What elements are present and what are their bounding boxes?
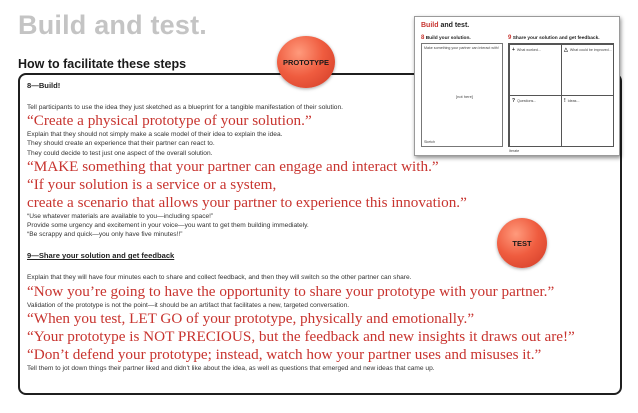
exclamation-icon: ! bbox=[564, 98, 566, 104]
step-8-quote-3: “If your solution is a service or a system, bbox=[27, 175, 277, 193]
worksheet-build-hint: Make something your partner can interact with! bbox=[424, 46, 499, 50]
step-9-intro: Explain that they will have four minutes each to share and collect feedback, and then they will switch so the other partner can share. bbox=[27, 274, 412, 282]
prototype-badge bbox=[277, 36, 335, 88]
step-8-quote-4: create a scenario that allows your partner to experience this innovation.” bbox=[27, 193, 467, 211]
step-8-tip-1: “Use whatever materials are available to you—including space!” bbox=[27, 212, 214, 220]
step-8-tip-2: Provide some urgency and excitement in your voice—you want to get them building immediately. bbox=[27, 222, 309, 230]
step-8-explain-2: They should create an experience that their partner can react to. bbox=[27, 140, 215, 148]
page-title: Build and test. bbox=[18, 10, 208, 40]
step-8-quote-2: “MAKE something that your partner can engage and interact with.” bbox=[27, 157, 439, 175]
step-8-intro: Tell participants to use the idea they just sketched as a blueprint for a tangible manifestation of their solution. bbox=[27, 104, 343, 111]
test-badge-label: TEST bbox=[512, 238, 532, 248]
worksheet-build-footer: Sketch bbox=[424, 140, 435, 144]
step-9-note: Validation of the prototype is not the point—it should be an artifact that facilitates a new, targeted conversation. bbox=[27, 301, 350, 309]
step-8-explain-1: Explain that they should not simply make a scale model of their idea to explain the idea. bbox=[27, 131, 283, 139]
step-8-quote-1: “Create a physical prototype of your solution.” bbox=[27, 112, 312, 130]
step-9-quote-2: “When you test, LET GO of your prototype, physically and emotionally.” bbox=[27, 309, 475, 327]
triangle-icon: △ bbox=[564, 47, 568, 53]
worksheet-title: Build and test. bbox=[421, 22, 470, 29]
test-badge bbox=[497, 218, 547, 268]
feedback-cell-improve: △ What could be improved... bbox=[561, 44, 614, 96]
question-icon: ? bbox=[512, 98, 516, 104]
worksheet-iterate-footer: Iterate bbox=[509, 149, 520, 153]
step-9-quote-4: “Don’t defend your prototype; instead, watch how your partner uses and misuses it.” bbox=[27, 345, 542, 363]
feedback-cell-worked: + What worked... bbox=[509, 44, 562, 96]
feedback-cell-ideas: ! Ideas... bbox=[561, 95, 614, 147]
worksheet-build-heading: 8 Build your solution. bbox=[421, 35, 471, 41]
feedback-cell-questions: ? Questions... bbox=[509, 95, 562, 147]
prototype-badge-label: PROTOTYPE bbox=[282, 57, 330, 67]
step-9-quote-1: “Now you’re going to have the opportunity to share your prototype with your partner.” bbox=[27, 282, 555, 300]
worksheet-thumbnail bbox=[414, 16, 620, 156]
plus-icon: + bbox=[512, 47, 515, 53]
step-9-quote-3: “Your prototype is NOT PRECIOUS, but the feedback and new insights it draws out are!” bbox=[27, 327, 575, 345]
step-9-closing: Tell them to jot down things their partner liked and didn’t like about the idea, as well as questions that emerged and new ideas that came up. bbox=[27, 364, 435, 372]
step-9-heading: 9—Share your solution and get feedback bbox=[27, 251, 175, 261]
step-8-heading: 8—Build! bbox=[27, 81, 61, 90]
worksheet-feedback-heading: 9 Share your solution and get feedback. bbox=[508, 35, 600, 41]
step-8-explain-3: They could decide to test just one aspect of the overall solution. bbox=[27, 149, 213, 157]
worksheet-feedback-grid bbox=[508, 43, 614, 147]
worksheet-build-panel bbox=[421, 43, 503, 147]
step-8-tip-3: “Be scrappy and quick—you only have five minutes!!” bbox=[27, 231, 183, 239]
worksheet-build-center: [not here] bbox=[456, 94, 473, 99]
section-heading: How to facilitate these steps bbox=[18, 57, 187, 71]
